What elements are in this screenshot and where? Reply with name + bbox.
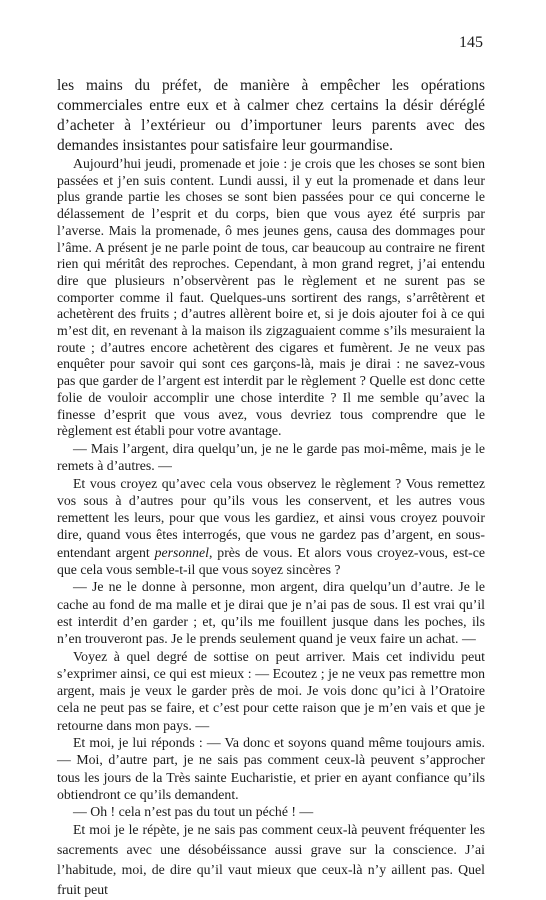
body-text xyxy=(57,156,485,900)
paragraph-promenade: Aujourd’hui jeudi, promenade et joie : je crois que les choses se sont bien passées et j’en suis content. Lundi aussi, il y eut la promenade et dans leur plus grande partie les choses se sont bien passées pour ce qui concerne le délassement de l’esprit et du corps, bien que vous ayez été surpris par l’averse. Mais la promenade, ô mes jeunes gens, causa des dommages pour l’âme. A présent je ne parle point de tous, car beaucoup au contraire ne firent rien qui méritât des reproches. Cependant, à mon grand regret, j’ai entendu dire que plusieurs n’observèrent pas le règlement et ne surent pas se comporter comme il faut. Quelques-uns sortirent des rangs, s’arrêtèrent et achetèrent des fruits ; d’autres allèrent boire et, si je dois ajouter foi à ce qui m’est dit, en revenant à la maison ils zigzaguaient comme s’ils mesuraient la route ; d’autres encore achetèrent des cigares et fumèrent. Je ne veux pas enquêter pour savoir qui sont ces garçons-là, mais je dirai : ne savez-vous pas que garder de l’argent est interdit par le règlement ? Quelle est donc cette folie de vouloir accomplir une chose interdite ? Il me semble qu’avec la finesse d’esprit que vous avez, vous devriez tous comprendre que le règlement est établi pour votre avantage. xyxy=(57,156,485,439)
paragraph-sacrements: Et moi je le répète, je ne sais pas comment ceux-là peuvent fréquenter les sacrements avec une désobéissance aussi grave sur la conscience. J’ai l’habitude, moi, de dire qu’il vaut mieux que ceux-là n’y aillent pas. Quel fruit peut xyxy=(57,822,485,898)
paragraph-peche: — Oh ! cela n’est pas du tout un péché ! — xyxy=(73,804,314,820)
reply-1-text-before: Et vous croyez qu’avec cela vous observez le règlement ? Vous remettez vos sous à d’autres pour qu’ils vous les conservent, et les autres vous remettent les leurs, pour que vous les gardiez, et ainsi vous croyez pouvoir dire, quand vous êtes interrogés, que vous ne gardez pas d’argent, en sous-entendant argent xyxy=(57,475,485,560)
paragraph-sottise: Voyez à quel degré de sottise on peut arriver. Mais cet individu peut s’exprimer ainsi, ce qui est mieux : — Ecoutez ; je ne veux pas remettre mon argent, mais je veux le garder près de moi. Je vois donc qu’ici à l’Oratoire cela ne peut pas se faire, et c’est pour cette raison que je m’en vais et que je retourne dans mon pays. — xyxy=(57,648,485,733)
paragraph-reponse: Et moi, je lui réponds : — Va donc et soyons quand même toujours amis. — Moi, d’autre part, je ne sais pas comment ceux-là peuvent s’approcher tous les jours de la Très sainte Eucharistie, et prier en ayant confiance qu’ils obtiendront ce qu’ils demandent. xyxy=(57,735,485,802)
paragraph-reply-1 xyxy=(57,475,485,579)
reply-1-text-after: , près de vous. Et alors vous croyez-vous, est-ce que cela vous semble-t-il que vous soyez sincères ? xyxy=(57,544,485,578)
reply-1-emphasis: personnel xyxy=(154,544,209,560)
lead-paragraph: les mains du préfet, de manière à empêcher les opérations commerciales entre eux et à calmer chez certains la désir déréglé d’acheter à l’extérieur ou d’importuner leurs parents avec des demandes insistantes pour satisfaire leur gourmandise. xyxy=(57,77,485,154)
paragraph-objection-2: — Je ne le donne à personne, mon argent, dira quelqu’un d’autre. Je le cache au fond de ma malle et je dirai que je n’ai pas de sous. Il est vrai qu’il est interdit d’en garder ; et, qu’ils me fouillent jusque dans les poches, ils n’en trouveront pas. Je le prends seulement quand je veux faire un achat. — xyxy=(57,579,485,647)
paragraph-objection-1: — Mais l’argent, dira quelqu’un, je ne le garde pas moi-même, mais je le remets à d’autres. — xyxy=(57,440,485,474)
page-number: 145 xyxy=(459,34,483,51)
